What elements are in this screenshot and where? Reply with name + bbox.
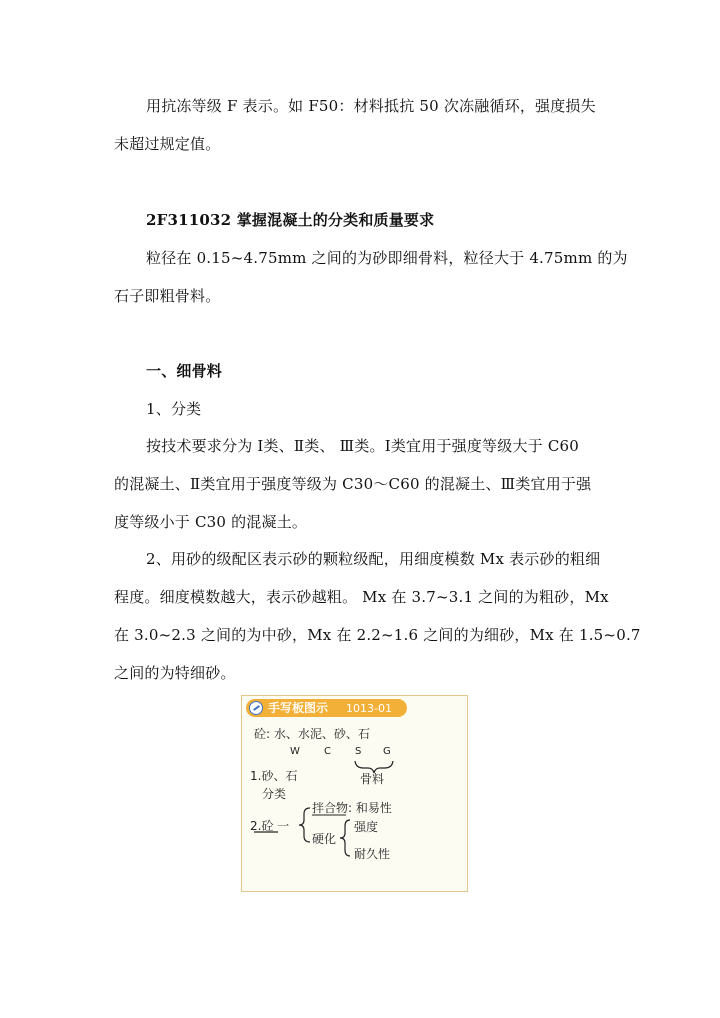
note-label-s: S — [355, 746, 362, 757]
note-item2: 2.砼 一 — [250, 819, 290, 833]
note-strength: 强度 — [354, 820, 379, 834]
paragraph-line: 用抗冻等级 F 表示。如 F50：材料抵抗 50 次冻融循环，强度损失 — [146, 97, 596, 115]
paragraph-line: 程度。细度模数越大，表示砂越粗。 Mx 在 3.7~3.1 之间的为粗砂，Mx — [114, 588, 609, 606]
note-label-w: W — [290, 746, 300, 757]
note-line-concrete: 砼: 水、水泥、砂、石 — [254, 727, 370, 741]
paragraph-line: 的混凝土、Ⅱ类宜用于强度等级为 C30～C60 的混凝土、Ⅲ类宜用于强 — [114, 475, 592, 493]
note-harden: 硬化 — [312, 832, 337, 846]
handwriting-note-image — [241, 695, 468, 892]
paragraph-line: 粒径在 0.15~4.75mm 之间的为砂即细骨料，粒径大于 4.75mm 的为 — [146, 249, 628, 267]
paragraph-line: 2、用砂的级配区表示砂的颗粒级配，用细度模数 Mx 表示砂的粗细 — [146, 550, 601, 568]
note-label-g: G — [383, 746, 391, 757]
note-label-c: C — [324, 746, 331, 757]
note-title: 手写板图示 — [268, 701, 329, 715]
note-item1: 1.砂、石 — [250, 769, 298, 783]
section-heading: 2F311032 掌握混凝土的分类和质量要求 — [146, 211, 435, 229]
note-code: 1013-01 — [346, 702, 392, 715]
subheading: 一、细骨料 — [146, 362, 223, 380]
paragraph-line: 按技术要求分为 Ⅰ类、Ⅱ类、 Ⅲ类。Ⅰ类宜用于强度等级大于 C60 — [146, 437, 579, 455]
note-mix: 拌合物: 和易性 — [312, 801, 392, 815]
paragraph-line: 度等级小于 C30 的混凝土。 — [114, 513, 308, 531]
paragraph-line: 石子即粗骨料。 — [114, 287, 221, 305]
note-item1-class: 分类 — [262, 787, 287, 801]
list-item: 1、分类 — [146, 400, 202, 418]
paragraph-line: 未超过规定值。 — [114, 135, 221, 153]
paragraph-line: 之间的为特细砂。 — [114, 664, 236, 682]
paragraph-line: 在 3.0~2.3 之间的为中砂，Mx 在 2.2~1.6 之间的为细砂，Mx 在 1.5~0.7 — [114, 626, 641, 644]
note-durability: 耐久性 — [354, 847, 391, 861]
note-aggregate: 骨料 — [360, 772, 385, 786]
